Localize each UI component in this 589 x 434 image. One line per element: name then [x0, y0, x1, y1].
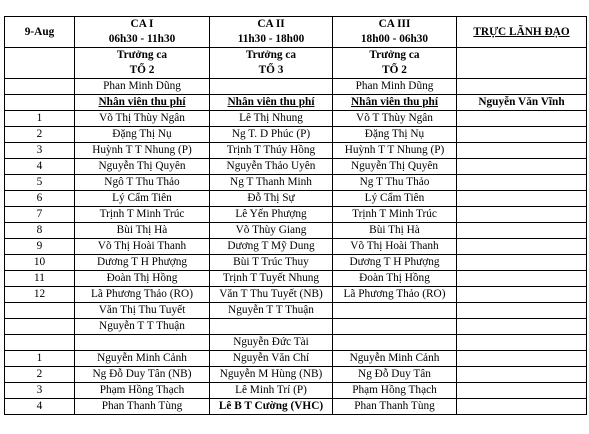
row-number: 2 [5, 127, 75, 143]
table-row [5, 207, 587, 223]
row-number: 4 [5, 159, 75, 175]
ca2-name: Trịnh T Tuyết Nhung [210, 271, 333, 287]
ca2-name: Văn T Thu Tuyết (NB) [210, 287, 333, 303]
lead-name-no [5, 79, 75, 95]
section-no [5, 95, 75, 111]
table-row [5, 303, 587, 319]
row-number: 8 [5, 223, 75, 239]
ca2-name: Nguyễn M Hùng (NB) [210, 367, 333, 383]
shift-roster-table [4, 16, 587, 415]
ca3-name: Phạm Hồng Thạch [333, 383, 457, 399]
leader-cell [457, 127, 587, 143]
leader-cell [457, 303, 587, 319]
table-row [5, 175, 587, 191]
table-row [5, 335, 587, 351]
table-row [5, 223, 587, 239]
ca2-name: Võ Thùy Giang [210, 223, 333, 239]
table-row [5, 287, 587, 303]
ca3-name: Lý Cẩm Tiên [333, 191, 457, 207]
ca2-name: Lê Thị Nhung [210, 111, 333, 127]
ca3-name: Dương T H Phượng [333, 255, 457, 271]
ca3-name: Phan Thanh Tùng [333, 399, 457, 415]
row-number: 7 [5, 207, 75, 223]
leader-cell [457, 223, 587, 239]
ca1-lead-name: Phan Minh Dũng [75, 79, 210, 95]
ca1-name: Nguyễn Thị Quyên [75, 159, 210, 175]
ca3-title: CA III [333, 17, 457, 33]
team-lead-blank [5, 48, 75, 79]
ca1-name: Phan Thanh Tùng [75, 399, 210, 415]
ca3-name [333, 303, 457, 319]
ca3-name: Đặng Thị Nụ [333, 127, 457, 143]
table-row [5, 127, 587, 143]
leader-cell [457, 159, 587, 175]
ca1-name: Huỳnh T T Nhung (P) [75, 143, 210, 159]
leader-cell [457, 143, 587, 159]
row-number: 11 [5, 271, 75, 287]
ca1-name: Văn Thị Thu Tuyết [75, 303, 210, 319]
ca3-name [333, 319, 457, 335]
row-number: 3 [5, 383, 75, 399]
table-row [5, 271, 587, 287]
leader-blank [457, 48, 587, 79]
date-cell: 9-Aug [5, 17, 75, 48]
ca3-name: Võ Thị Hoài Thanh [333, 239, 457, 255]
row-number [5, 303, 75, 319]
ca3-name: Huỳnh T T Nhung (P) [333, 143, 457, 159]
row-number: 1 [5, 351, 75, 367]
ca3-section-label: Nhân viên thu phí [333, 95, 457, 111]
leader-cell [457, 399, 587, 415]
ca3-name: Ng T Thu Thảo [333, 175, 457, 191]
leader-cell [457, 383, 587, 399]
table-row [5, 143, 587, 159]
ca3-name: Ng Đỗ Duy Tân [333, 367, 457, 383]
ca1-name: Bùi Thị Hà [75, 223, 210, 239]
ca3-name: Nguyễn Minh Cảnh [333, 351, 457, 367]
leader-cell [457, 191, 587, 207]
lead-name-leader [457, 79, 587, 95]
ca1-name: Lý Cẩm Tiên [75, 191, 210, 207]
row-number: 12 [5, 287, 75, 303]
leader-cell [457, 367, 587, 383]
ca2-lead-name [210, 79, 333, 95]
row-number [5, 319, 75, 335]
ca2-name: Nguyễn T T Thuận [210, 303, 333, 319]
ca3-name: Nguyễn Thị Quyên [333, 159, 457, 175]
leader-cell [457, 287, 587, 303]
leader-cell [457, 271, 587, 287]
row-number: 6 [5, 191, 75, 207]
ca1-name: Dương T H Phượng [75, 255, 210, 271]
roster-body [5, 17, 587, 111]
ca2-time: 11h30 - 18h00 [210, 32, 333, 48]
ca1-name: Võ Thị Thùy Ngân [75, 111, 210, 127]
table-row [5, 351, 587, 367]
ca1-team: TỔ 2 [75, 63, 210, 79]
ca2-name: Đỗ Thị Sự [210, 191, 333, 207]
leader-cell [457, 207, 587, 223]
ca1-name: Võ Thị Hoài Thanh [75, 239, 210, 255]
row-number [5, 335, 75, 351]
ca2-name: Lê B T Cường (VHC) [210, 399, 333, 415]
row-number: 3 [5, 143, 75, 159]
ca3-name [333, 335, 457, 351]
ca2-name [210, 319, 333, 335]
row-number: 2 [5, 367, 75, 383]
ca2-lead-label: Trưởng ca [210, 48, 333, 64]
ca3-name: Võ T Thùy Ngân [333, 111, 457, 127]
ca3-lead-name: Phan Minh Dũng [333, 79, 457, 95]
ca3-team: TỔ 2 [333, 63, 457, 79]
security-rows [5, 351, 587, 415]
table-row [5, 383, 587, 399]
table-row [5, 191, 587, 207]
ca1-name: Ng Đỗ Duy Tân (NB) [75, 367, 210, 383]
ca2-name: Ng T Thanh Minh [210, 175, 333, 191]
ca3-lead-label: Trưởng ca [333, 48, 457, 64]
ca2-name: Nguyễn Thảo Uyên [210, 159, 333, 175]
staff-rows [5, 111, 587, 351]
table-row [5, 239, 587, 255]
ca1-time: 06h30 - 11h30 [75, 32, 210, 48]
ca1-section-label: Nhân viên thu phí [75, 95, 210, 111]
ca2-name: Trịnh T Thúy Hồng [210, 143, 333, 159]
leader-cell [457, 335, 587, 351]
ca3-name: Đoàn Thị Hồng [333, 271, 457, 287]
ca1-title: CA I [75, 17, 210, 33]
ca1-lead-label: Trưởng ca [75, 48, 210, 64]
table-row [5, 111, 587, 127]
ca1-name: Ngô T Thu Thảo [75, 175, 210, 191]
table-row [5, 255, 587, 271]
table-row [5, 159, 587, 175]
ca2-name: Nguyễn Văn Chí [210, 351, 333, 367]
row-number: 1 [5, 111, 75, 127]
ca1-name: Đoàn Thị Hồng [75, 271, 210, 287]
leader-cell [457, 239, 587, 255]
row-number: 4 [5, 399, 75, 415]
table-row [5, 319, 587, 335]
ca3-name: Trịnh T Minh Trúc [333, 207, 457, 223]
row-number: 9 [5, 239, 75, 255]
ca1-name: Phạm Hồng Thạch [75, 383, 210, 399]
ca2-name: Nguyễn Đức Tài [210, 335, 333, 351]
ca2-name: Lê Yến Phượng [210, 207, 333, 223]
ca3-name: Bùi Thị Hà [333, 223, 457, 239]
leader-title: TRỰC LÃNH ĐẠO [457, 17, 587, 48]
table-row [5, 399, 587, 415]
ca2-section-label: Nhân viên thu phí [210, 95, 333, 111]
leader-cell [457, 175, 587, 191]
leader-cell [457, 351, 587, 367]
table-row [5, 367, 587, 383]
ca1-name: Lã Phương Thảo (RO) [75, 287, 210, 303]
ca1-name: Nguyễn T T Thuận [75, 319, 210, 335]
leader-cell [457, 111, 587, 127]
ca2-name: Dương T Mỹ Dung [210, 239, 333, 255]
ca2-name: Lê Minh Trí (P) [210, 383, 333, 399]
leader-name: Nguyễn Văn Vĩnh [457, 95, 587, 111]
ca2-name: Ng T. D Phúc (P) [210, 127, 333, 143]
ca2-title: CA II [210, 17, 333, 33]
ca1-name: Đặng Thị Nụ [75, 127, 210, 143]
leader-cell [457, 319, 587, 335]
ca2-team: TỔ 3 [210, 63, 333, 79]
ca1-name [75, 335, 210, 351]
ca2-name: Bùi T Trúc Thuy [210, 255, 333, 271]
row-number: 10 [5, 255, 75, 271]
ca1-name: Trịnh T Minh Trúc [75, 207, 210, 223]
ca3-name: Lã Phương Thảo (RO) [333, 287, 457, 303]
ca1-name: Nguyễn Minh Cảnh [75, 351, 210, 367]
row-number: 5 [5, 175, 75, 191]
leader-cell [457, 255, 587, 271]
ca3-time: 18h00 - 06h30 [333, 32, 457, 48]
